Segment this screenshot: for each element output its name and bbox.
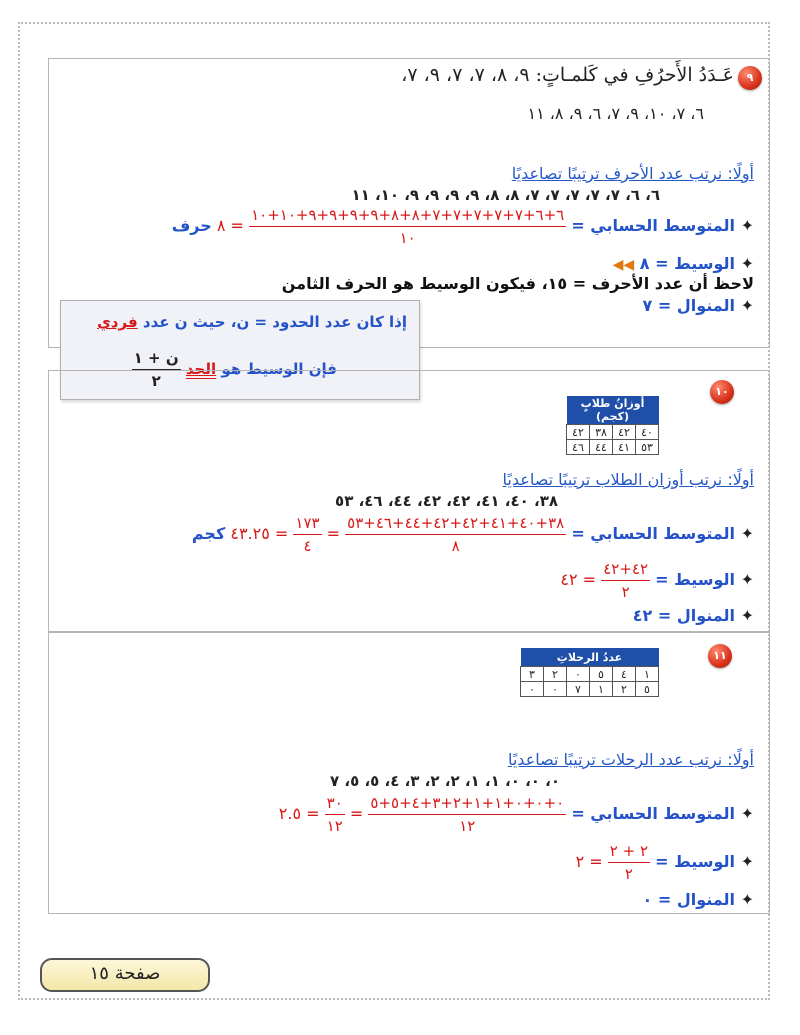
q10-mean-mid-bottom: ٤: [303, 537, 312, 555]
q9-mean-unit: حرف: [171, 216, 212, 235]
q9-median-label: الوسيط = ٨: [639, 254, 736, 273]
note-line2-text: فإن الوسيط هو: [221, 360, 337, 378]
q11-median-top: ٢ + ٢: [608, 842, 650, 863]
q9-median-row: ✦ الوسيط = ٨ ◀◀: [612, 254, 754, 273]
table-cell: ١: [590, 682, 613, 697]
q9-step1-heading: أولًا: نرتب عدد الأحرف ترتيبًا تصاعديًا: [511, 164, 754, 183]
q10-mean-mid-top: ١٧٣: [293, 514, 321, 535]
q9-mean-denominator: ١٠: [399, 229, 416, 247]
table-cell: ٧: [567, 682, 590, 697]
q11-mean-simplified: [325, 794, 345, 835]
q9-mode-label: المنوال = ٧: [642, 296, 736, 315]
q11-mean-denominator: ١٢: [459, 817, 476, 835]
q11-step1-heading: أولًا: نرتب عدد الرحلات ترتيبًا تصاعديًا: [507, 750, 754, 769]
table-cell: ٢: [544, 667, 567, 682]
note-term-word: الحد: [185, 360, 217, 378]
q9-mean-label: المتوسط الحسابي =: [571, 216, 736, 235]
q10-mean-numerator: ٣٨+٤٠+٤١+٤٢+٤٢+٤٤+٤٦+٥٣: [345, 514, 566, 535]
q11-mode-label: المنوال = ٠: [642, 890, 736, 909]
q11-median-fraction: [608, 842, 650, 883]
q10-median-result: = ٤٢: [560, 570, 597, 589]
q11-mean-label: المتوسط الحسابي =: [571, 804, 736, 823]
q11-mean-result: = ٢.٥: [278, 804, 320, 823]
q9-mean-fraction: [249, 206, 566, 247]
q10-median-top: ٤٢+٤٢: [601, 560, 650, 581]
note-frac-top: ن + ١: [132, 349, 181, 370]
q11-median-label: الوسيط =: [655, 852, 736, 871]
q10-sorted-values: ٣٨، ٤٠، ٤١، ٤٢، ٤٢، ٤٤، ٤٦، ٥٣: [335, 492, 558, 510]
q10-median-label: الوسيط =: [655, 570, 736, 589]
table-cell: ٤: [613, 667, 636, 682]
table-cell: ٣٨: [590, 425, 613, 440]
q11-trips-table: [520, 648, 659, 697]
table-cell: ٤١: [613, 440, 636, 455]
note-frac-bottom: ٢: [151, 372, 161, 390]
question-9-title: عَـدَدُ الأَحرُفِ في كَلمـاتٍ: ٩، ٨، ٧، ٧، ٩، ٧،: [401, 64, 734, 86]
q10-mean-unit: كجم: [191, 524, 226, 543]
q11-median-result: = ٢: [575, 852, 603, 871]
q10-mean-fraction: [345, 514, 566, 555]
table-cell: ٥: [590, 667, 613, 682]
q10-table-title: أوزانُ طلابٍ (كجم): [567, 396, 659, 425]
table-cell: ٤٠: [636, 425, 659, 440]
q11-table-title: عددُ الرحلاتِ: [521, 648, 659, 667]
table-cell: ٠: [567, 667, 590, 682]
question-9-badge: ٩: [738, 66, 762, 90]
q9-mean-row: ✦ المتوسط الحسابي = $\frac{٦+٦+٧+٧+٧+٧+٧+٨+٨+٩+٩+٩+٩+١٠+١٠}{١٠}$ = ٨ حرف: [171, 206, 754, 247]
note-odd-word: فردي: [97, 313, 138, 331]
table-cell: ٤٢: [613, 425, 636, 440]
table-cell: ١: [636, 667, 659, 682]
note-line1: [97, 313, 407, 331]
table-cell: ٣: [521, 667, 544, 682]
q11-median-bottom: ٢: [624, 865, 633, 883]
double-arrow-icon: ◀◀: [612, 257, 635, 273]
table-cell: ٤٦: [567, 440, 590, 455]
q10-mode-label: المنوال = ٤٢: [632, 606, 736, 625]
q10-mean-simplified: [293, 514, 321, 555]
q11-mean-numerator: ٠+٠+٠+١+١+٢+٣+٤+٥+٥: [368, 794, 566, 815]
table-cell: ٤٤: [590, 440, 613, 455]
q11-mean-row: ✦ المتوسط الحسابي = $\frac{٠+٠+٠+١+١+٢+٣+٤+٥+٥}{١٢}$ = $\frac{٣٠}{١٢}$ = ٢.٥: [278, 794, 754, 835]
q10-mode-row: ✦ المنوال = ٤٢: [632, 606, 754, 625]
table-cell: ٥٣: [636, 440, 659, 455]
q9-sorted-values: ٦، ٦، ٧، ٧، ٧، ٧، ٧، ٨، ٨، ٩، ٩، ٩، ٩، ١٠، ١١: [351, 186, 660, 204]
page-number-tab: صفحة ١٥: [40, 958, 210, 992]
q11-mode-row: ✦ المنوال = ٠: [642, 890, 754, 909]
q10-mean-label: المتوسط الحسابي =: [571, 524, 736, 543]
q11-mean-fraction: [368, 794, 566, 835]
q11-mean-mid-bottom: ١٢: [326, 817, 343, 835]
table-cell: ٠: [544, 682, 567, 697]
q11-median-row: ✦ الوسيط = $\frac{٢ + ٢}{٢}$ = ٢: [575, 842, 754, 883]
q9-note-line: لاحظ أن عدد الأحرف = ١٥، فيكون الوسيط هو الحرف الثامن: [281, 274, 754, 293]
table-cell: ٠: [521, 682, 544, 697]
q9-mode-row: ✦ المنوال = ٧: [642, 296, 754, 315]
q10-mean-result: = ٤٣.٢٥: [230, 524, 289, 543]
q9-mean-numerator: ٦+٦+٧+٧+٧+٧+٧+٨+٨+٩+٩+٩+٩+١٠+١٠: [249, 206, 566, 227]
question-9-title-line2: ٦، ٧، ١٠، ٩، ٧، ٦، ٩، ٨، ١١: [527, 104, 704, 123]
q10-median-row: ✦ الوسيط = $\frac{٤٢+٤٢}{٢}$ = ٤٢: [560, 560, 754, 601]
q10-mean-denominator: ٨: [451, 537, 460, 555]
q9-mean-result: = ٨: [216, 216, 244, 235]
table-cell: ٤٢: [567, 425, 590, 440]
q10-median-bottom: ٢: [621, 583, 630, 601]
q10-median-fraction: [601, 560, 650, 601]
q11-mean-mid-top: ٣٠: [325, 794, 345, 815]
question-11-badge: ١١: [708, 644, 732, 668]
question-10-badge: ١٠: [710, 380, 734, 404]
table-cell: ٢: [613, 682, 636, 697]
table-cell: ٥: [636, 682, 659, 697]
q11-sorted-values: ٠، ٠، ٠، ١، ١، ٢، ٢، ٣، ٤، ٥، ٥، ٧: [329, 772, 560, 790]
q10-step1-heading: أولًا: نرتب أوزان الطلاب ترتيبًا تصاعديًا: [502, 470, 754, 489]
q10-mean-row: ✦ المتوسط الحسابي = $\frac{٣٨+٤٠+٤١+٤٢+٤٢+٤٤+٤٦+٥٣}{٨}$ = $\frac{١٧٣}{٤}$ = ٤٣.٢٥ كجم: [191, 514, 754, 555]
note-line1-text: إذا كان عدد الحدود = ن، حيث ن عدد: [142, 313, 407, 331]
q10-weights-table: [566, 396, 659, 455]
